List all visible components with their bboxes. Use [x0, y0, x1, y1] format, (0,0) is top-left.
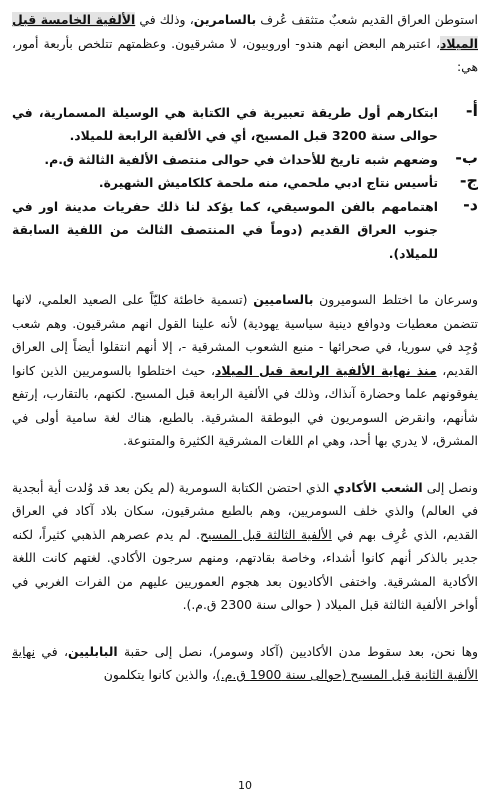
akkadian-text-e: . لم يدم عصرهم الذهبي كثيراً، لكنه جدير بالذكر أنهم كانوا أشداء، وخاصة بقادتهم، ومنهم سرجون الأكادي. لغتهم كانت اللغة الأكادية المشرقية. واختفى الأكاديون بعد هجوم العموريين عليهم من الفرات الغربي في أواخر الألفية الثالثة قبل الميلاد ( حوالى سنة 2300 ق.م.).: [12, 526, 478, 612]
second-millennium-underline: نهاية الألفية الثانية قبل المسيح (حوالى سنة 1900 ق.م.): [12, 643, 478, 682]
semites-text-c: (تسمية خاطئة كليّاً على الصعيد العلمي، لانها تتضمن معطيات ودوافع دينية سياسية يهودية) لأنه علينا القول انهم مشرقيون. وهم شعب وُجِد في سوريا، في صحرائها - منبع الشعوب المشرقية -، إلا أنهم انتقلوا أيضاً إلى العراق القديم،: [12, 292, 478, 378]
akkadian-text-c: الذي احتضن الكتابة السومرية (لم يكن بعد قد وُلدت أية أبجدية في العالم) والذي خلف السومريين، وهم بالطبع مشرقيون، سكان بلاد آكاد في العراق القديم، الذي عُرِف بهم في: [12, 479, 479, 542]
semites-text-a: وسرعان ما اختلط السوميرون: [313, 292, 478, 307]
third-millennium-underline: الألفية الثالثة قبل المسيح: [199, 526, 332, 542]
intro-text-c: ، وذلك في: [135, 12, 194, 27]
intro-text-e: ، اعتبرهم البعض انهم هندو- اوروبيون، لا مشرقيون. وعظمتهم تتلخص بأربعة أمور، هي:: [12, 35, 478, 74]
sumerians-term: بالسامرين: [193, 12, 257, 27]
list-label: أ-: [465, 100, 478, 120]
akkadian-text-a: ونصل إلى: [422, 479, 478, 495]
list-item-c: [12, 171, 478, 195]
babylonians-text-a: وها نحن، بعد سقوط مدن الأكاديين (آكاد وسومر)، نصل إلى حقبة: [117, 643, 478, 659]
list-item-b: [12, 148, 478, 172]
fifth-millennium-highlight: الألفية الخامسة قبل الميلاد: [12, 12, 478, 51]
semites-text-e: ، حيث اختلطوا بالسومريين الذين كانوا يفوقونهم علما وحضارة آنذاك، وذلك في الألفية الرابعة قبل المسيح. لكنهم، بالتقارب، إرتفع شأنهم، وانقرض السومريون في البوطقة المشرقية. بالطبع، هناك لغة سامية أولى في المشرق، لا يدري بها أحد، وهي ام اللغات المشرقية الكثيرة والمتنوعة.: [12, 362, 478, 448]
akkadian-paragraph: [12, 476, 478, 617]
babylonians-text-c: ، في: [35, 643, 69, 659]
list-label: ج-: [459, 171, 478, 190]
babylonians-term: البابليين: [68, 643, 118, 659]
fourth-millennium-underline: منذ نهاية الألفية الرابعة قبل الميلاد: [214, 362, 437, 378]
list-text: تأسيس نتاج ادبي ملحمي، منه ملحمة كلكاميش الشهيرة.: [98, 175, 438, 190]
akkadian-term: الشعب الأكادي: [333, 479, 423, 495]
list-item-d: [12, 195, 478, 266]
list-item-a: [12, 101, 478, 148]
babylonians-paragraph: [12, 640, 478, 687]
page-number: 10: [238, 779, 252, 792]
babylonians-text-e: ، والذين كانوا يتكلمون: [103, 667, 216, 682]
intro-text-a: استوطن العراق القديم شعبٌ متثقف عُرف: [256, 12, 478, 27]
semites-paragraph: [12, 288, 478, 453]
list-text: اهتمامهم بالفن الموسيقي، كما يؤكد لنا ذلك حفريات مدينة اور في جنوب العراق القديم (دوماً في المنتصف الثالث من اللفية السابقة للميلاد).: [12, 198, 438, 261]
list-text: وضعهم شبه تاريخ للأحداث في حوالى منتصف الألفية الثالثة ق.م.: [44, 151, 438, 167]
list-label: د-: [463, 194, 478, 214]
semites-term: بالساميين: [253, 292, 314, 307]
list-text: ابتكارهم أول طريقة تعبيرية في الكتابة هي الوسيلة المسمارية، في حوالى سنة 3200 قبل المسيح، أي في الألفية الرابعة للميلاد.: [12, 104, 438, 143]
list-label: ب-: [455, 147, 478, 167]
intro-paragraph: [12, 8, 478, 79]
